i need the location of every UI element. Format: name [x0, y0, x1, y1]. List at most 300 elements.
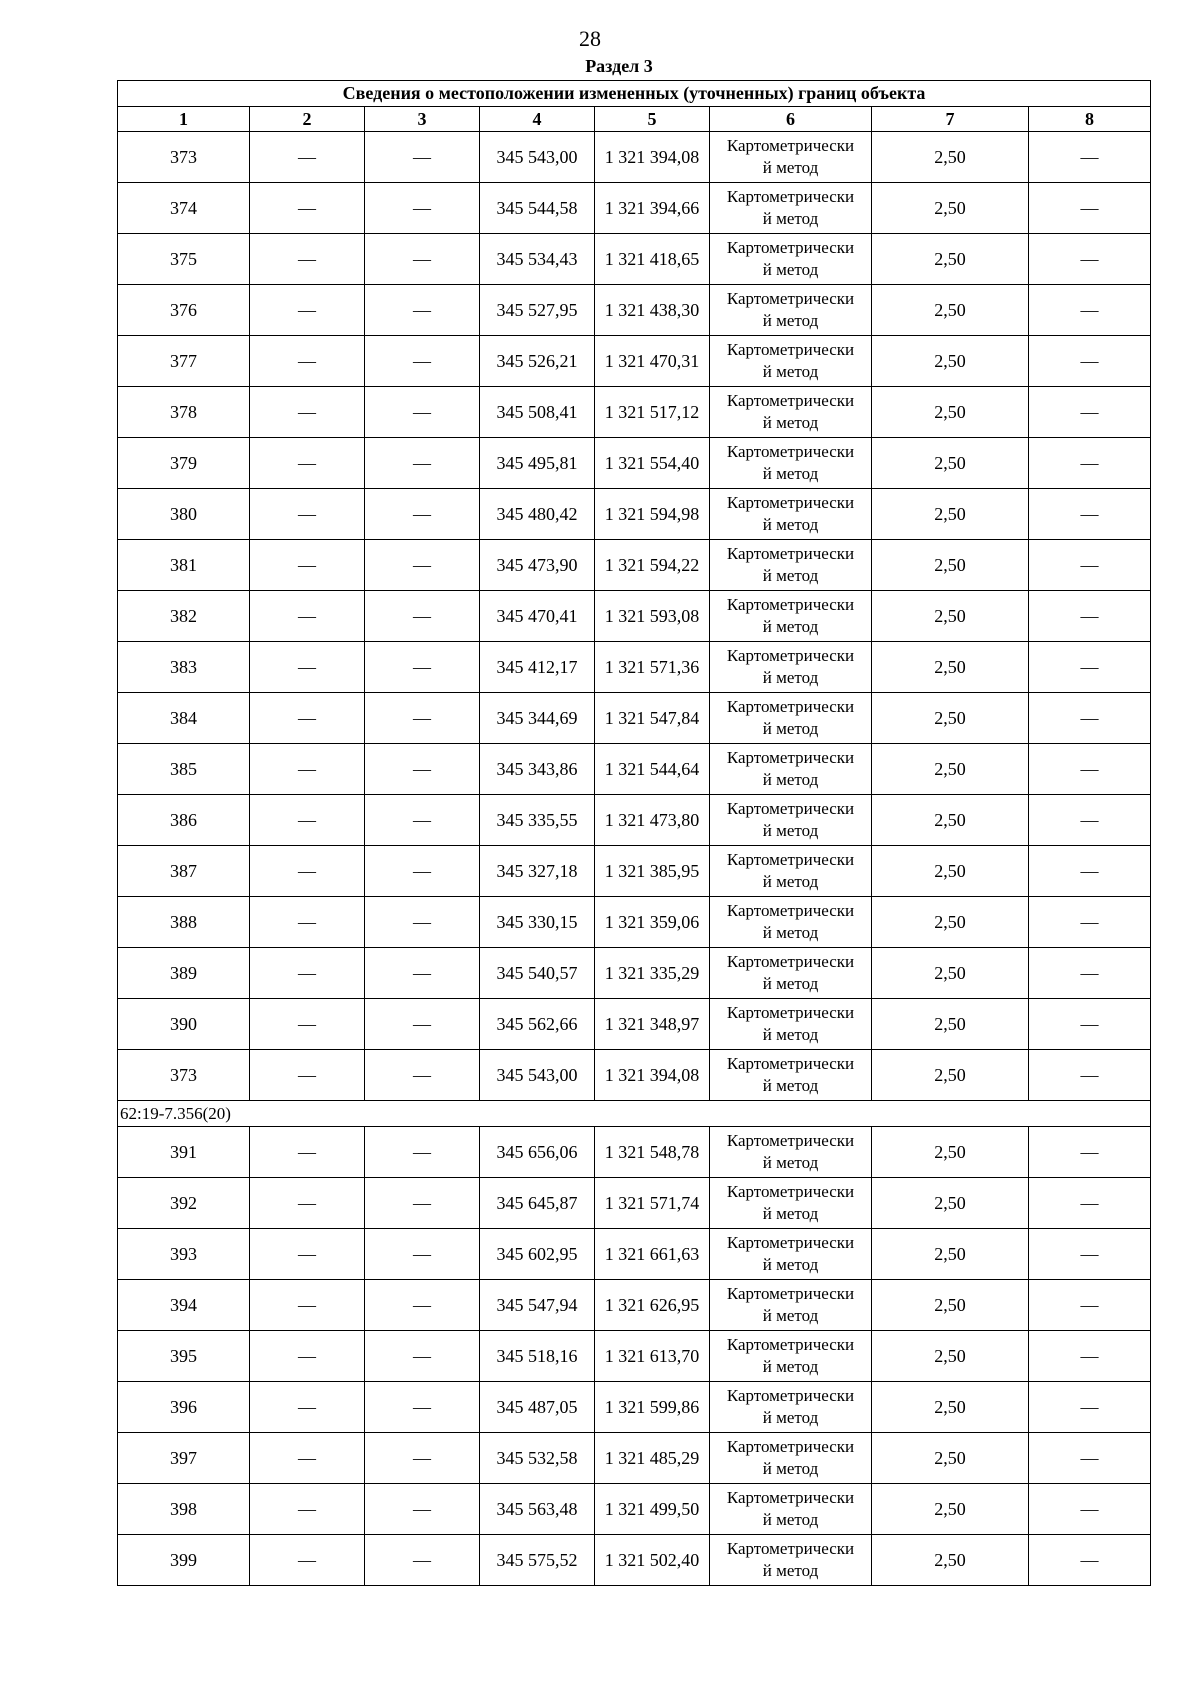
table-row	[118, 1050, 1151, 1101]
method-line-2: й метод	[762, 260, 819, 279]
table-row	[118, 795, 1151, 846]
dash-cell: —	[250, 693, 365, 744]
dash-cell: —	[1029, 744, 1151, 795]
method-line-1: Картометрически	[726, 850, 855, 869]
method-line-1: Картометрически	[726, 136, 855, 155]
coordinate-x: 345 344,69	[480, 693, 595, 744]
dash-cell: —	[1029, 1280, 1151, 1331]
point-number: 385	[118, 744, 250, 795]
coordinate-y: 1 321 394,66	[595, 183, 710, 234]
coordinate-y: 1 321 547,84	[595, 693, 710, 744]
method-cell	[710, 1331, 872, 1382]
dash-cell: —	[1029, 234, 1151, 285]
coordinate-x: 345 495,81	[480, 438, 595, 489]
point-number: 399	[118, 1535, 250, 1586]
table-row	[118, 1382, 1151, 1433]
dash-cell: —	[1029, 183, 1151, 234]
dash-cell: —	[1029, 1433, 1151, 1484]
point-number: 381	[118, 540, 250, 591]
coordinate-x: 345 470,41	[480, 591, 595, 642]
dash-cell: —	[250, 285, 365, 336]
coordinate-y: 1 321 485,29	[595, 1433, 710, 1484]
method-line-1: Картометрически	[726, 238, 855, 257]
dash-cell: —	[365, 1484, 480, 1535]
method-cell	[710, 1280, 872, 1331]
coordinate-x: 345 602,95	[480, 1229, 595, 1280]
method-line-2: й метод	[762, 209, 819, 228]
dash-cell: —	[365, 999, 480, 1050]
dash-cell: —	[365, 234, 480, 285]
coordinate-x: 345 656,06	[480, 1127, 595, 1178]
point-number: 373	[118, 1050, 250, 1101]
method-line-2: й метод	[762, 1510, 819, 1529]
dash-cell: —	[365, 438, 480, 489]
column-header-6: 6	[710, 107, 872, 132]
dash-cell: —	[250, 999, 365, 1050]
method-line-2: й метод	[762, 1459, 819, 1478]
accuracy: 2,50	[872, 183, 1029, 234]
method-line-2: й метод	[762, 566, 819, 585]
method-line-1: Картометрически	[726, 799, 855, 818]
point-number: 394	[118, 1280, 250, 1331]
dash-cell: —	[250, 1382, 365, 1433]
coordinate-y: 1 321 335,29	[595, 948, 710, 999]
accuracy: 2,50	[872, 1433, 1029, 1484]
dash-cell: —	[365, 1382, 480, 1433]
method-line-1: Картометрически	[726, 1386, 855, 1405]
dash-cell: —	[365, 132, 480, 183]
method-line-2: й метод	[762, 362, 819, 381]
dash-cell: —	[1029, 132, 1151, 183]
coordinate-x: 345 547,94	[480, 1280, 595, 1331]
dash-cell: —	[250, 744, 365, 795]
dash-cell: —	[365, 744, 480, 795]
method-cell	[710, 999, 872, 1050]
dash-cell: —	[1029, 1229, 1151, 1280]
method-cell	[710, 795, 872, 846]
page-number: 28	[579, 26, 601, 51]
dash-cell: —	[250, 132, 365, 183]
method-line-2: й метод	[762, 1255, 819, 1274]
coordinate-x: 345 327,18	[480, 846, 595, 897]
coordinate-y: 1 321 438,30	[595, 285, 710, 336]
method-cell	[710, 387, 872, 438]
column-header-4: 4	[480, 107, 595, 132]
point-number: 388	[118, 897, 250, 948]
dash-cell: —	[1029, 999, 1151, 1050]
table-row	[118, 1331, 1151, 1382]
column-header-8: 8	[1029, 107, 1151, 132]
table-row	[118, 1280, 1151, 1331]
column-header-3: 3	[365, 107, 480, 132]
coordinate-x: 345 543,00	[480, 1050, 595, 1101]
coordinate-y: 1 321 613,70	[595, 1331, 710, 1382]
dash-cell: —	[250, 1484, 365, 1535]
column-header-5: 5	[595, 107, 710, 132]
coordinate-x: 345 330,15	[480, 897, 595, 948]
dash-cell: —	[250, 1229, 365, 1280]
coordinate-x: 345 543,00	[480, 132, 595, 183]
accuracy: 2,50	[872, 489, 1029, 540]
dash-cell: —	[1029, 642, 1151, 693]
method-line-1: Картометрически	[726, 1054, 855, 1073]
dash-cell: —	[1029, 1535, 1151, 1586]
method-line-1: Картометрически	[726, 391, 855, 410]
point-number: 383	[118, 642, 250, 693]
method-line-1: Картометрически	[726, 187, 855, 206]
accuracy: 2,50	[872, 285, 1029, 336]
point-number: 379	[118, 438, 250, 489]
table-row	[118, 846, 1151, 897]
method-line-2: й метод	[762, 1153, 819, 1172]
point-number: 374	[118, 183, 250, 234]
dash-cell: —	[365, 693, 480, 744]
dash-cell: —	[365, 1433, 480, 1484]
dash-cell: —	[1029, 795, 1151, 846]
coordinate-x: 345 534,43	[480, 234, 595, 285]
accuracy: 2,50	[872, 795, 1029, 846]
coordinate-y: 1 321 502,40	[595, 1535, 710, 1586]
method-line-1: Картометрически	[726, 289, 855, 308]
method-line-2: й метод	[762, 617, 819, 636]
coordinate-x: 345 532,58	[480, 1433, 595, 1484]
table-row	[118, 948, 1151, 999]
dash-cell: —	[250, 438, 365, 489]
method-line-1: Картометрически	[726, 1335, 855, 1354]
table-row	[118, 1433, 1151, 1484]
coordinate-y: 1 321 348,97	[595, 999, 710, 1050]
point-number: 391	[118, 1127, 250, 1178]
coordinate-y: 1 321 418,65	[595, 234, 710, 285]
dash-cell: —	[250, 591, 365, 642]
method-cell	[710, 1433, 872, 1484]
point-number: 386	[118, 795, 250, 846]
table-row	[118, 387, 1151, 438]
coordinate-y: 1 321 554,40	[595, 438, 710, 489]
accuracy: 2,50	[872, 897, 1029, 948]
coordinate-y: 1 321 359,06	[595, 897, 710, 948]
method-line-2: й метод	[762, 872, 819, 891]
method-line-2: й метод	[762, 1076, 819, 1095]
coordinate-x: 345 540,57	[480, 948, 595, 999]
dash-cell: —	[250, 846, 365, 897]
point-number: 393	[118, 1229, 250, 1280]
dash-cell: —	[250, 948, 365, 999]
dash-cell: —	[1029, 1050, 1151, 1101]
dash-cell: —	[365, 1535, 480, 1586]
point-number: 387	[118, 846, 250, 897]
dash-cell: —	[250, 183, 365, 234]
dash-cell: —	[365, 897, 480, 948]
coordinate-y: 1 321 385,95	[595, 846, 710, 897]
method-line-2: й метод	[762, 770, 819, 789]
dash-cell: —	[1029, 897, 1151, 948]
dash-cell: —	[1029, 489, 1151, 540]
method-line-2: й метод	[762, 464, 819, 483]
dash-cell: —	[365, 948, 480, 999]
dash-cell: —	[1029, 1331, 1151, 1382]
dash-cell: —	[1029, 540, 1151, 591]
column-header-2: 2	[250, 107, 365, 132]
method-line-2: й метод	[762, 1025, 819, 1044]
method-cell	[710, 489, 872, 540]
table-row	[118, 1127, 1151, 1178]
method-cell	[710, 948, 872, 999]
dash-cell: —	[365, 795, 480, 846]
accuracy: 2,50	[872, 591, 1029, 642]
method-cell	[710, 234, 872, 285]
accuracy: 2,50	[872, 1331, 1029, 1382]
point-number: 375	[118, 234, 250, 285]
dash-cell: —	[365, 591, 480, 642]
accuracy: 2,50	[872, 846, 1029, 897]
coordinate-y: 1 321 594,98	[595, 489, 710, 540]
dash-cell: —	[250, 642, 365, 693]
accuracy: 2,50	[872, 1178, 1029, 1229]
method-line-2: й метод	[762, 311, 819, 330]
coordinate-y: 1 321 470,31	[595, 336, 710, 387]
coordinate-x: 345 343,86	[480, 744, 595, 795]
dash-cell: —	[250, 1050, 365, 1101]
coordinate-y: 1 321 599,86	[595, 1382, 710, 1433]
method-line-2: й метод	[762, 1408, 819, 1427]
coordinate-x: 345 575,52	[480, 1535, 595, 1586]
point-number: 382	[118, 591, 250, 642]
dash-cell: —	[250, 1127, 365, 1178]
dash-cell: —	[1029, 591, 1151, 642]
method-line-1: Картометрически	[726, 544, 855, 563]
table-row	[118, 1484, 1151, 1535]
point-number: 378	[118, 387, 250, 438]
dash-cell: —	[1029, 336, 1151, 387]
dash-cell: —	[365, 183, 480, 234]
dash-cell: —	[365, 1331, 480, 1382]
method-line-2: й метод	[762, 668, 819, 687]
accuracy: 2,50	[872, 387, 1029, 438]
point-number: 384	[118, 693, 250, 744]
table-row	[118, 642, 1151, 693]
method-line-2: й метод	[762, 158, 819, 177]
method-line-1: Картометрически	[726, 1131, 855, 1150]
point-number: 380	[118, 489, 250, 540]
dash-cell: —	[1029, 1127, 1151, 1178]
group-label: 62:19-7.356(20)	[118, 1101, 1151, 1127]
coordinate-y: 1 321 544,64	[595, 744, 710, 795]
column-header-1: 1	[118, 107, 250, 132]
method-cell	[710, 438, 872, 489]
dash-cell: —	[250, 387, 365, 438]
method-line-1: Картометрически	[726, 1488, 855, 1507]
accuracy: 2,50	[872, 693, 1029, 744]
accuracy: 2,50	[872, 1484, 1029, 1535]
coordinate-y: 1 321 661,63	[595, 1229, 710, 1280]
dash-cell: —	[250, 1178, 365, 1229]
table-row	[118, 336, 1151, 387]
point-number: 376	[118, 285, 250, 336]
table-row	[118, 999, 1151, 1050]
dash-cell: —	[250, 1280, 365, 1331]
point-number: 398	[118, 1484, 250, 1535]
dash-cell: —	[365, 1127, 480, 1178]
coordinate-x: 345 487,05	[480, 1382, 595, 1433]
method-line-1: Картометрически	[726, 442, 855, 461]
dash-cell: —	[250, 489, 365, 540]
coordinate-x: 345 480,42	[480, 489, 595, 540]
table-row	[118, 897, 1151, 948]
dash-cell: —	[250, 1433, 365, 1484]
method-line-1: Картометрически	[726, 493, 855, 512]
method-cell	[710, 1127, 872, 1178]
accuracy: 2,50	[872, 1127, 1029, 1178]
table-row	[118, 489, 1151, 540]
dash-cell: —	[365, 336, 480, 387]
coordinate-x: 345 562,66	[480, 999, 595, 1050]
coordinate-y: 1 321 571,74	[595, 1178, 710, 1229]
method-cell	[710, 336, 872, 387]
column-header-7: 7	[872, 107, 1029, 132]
table-row	[118, 1229, 1151, 1280]
point-number: 395	[118, 1331, 250, 1382]
dash-cell: —	[1029, 285, 1151, 336]
accuracy: 2,50	[872, 1382, 1029, 1433]
coordinate-y: 1 321 593,08	[595, 591, 710, 642]
group-label-row	[118, 1101, 1151, 1127]
table-row	[118, 744, 1151, 795]
dash-cell: —	[1029, 948, 1151, 999]
method-line-1: Картометрически	[726, 901, 855, 920]
point-number: 390	[118, 999, 250, 1050]
method-cell	[710, 1535, 872, 1586]
section-title: Раздел 3	[585, 56, 653, 76]
method-cell	[710, 846, 872, 897]
coordinate-y: 1 321 394,08	[595, 132, 710, 183]
table-row	[118, 234, 1151, 285]
dash-cell: —	[1029, 438, 1151, 489]
accuracy: 2,50	[872, 1535, 1029, 1586]
method-line-2: й метод	[762, 515, 819, 534]
coordinate-y: 1 321 394,08	[595, 1050, 710, 1101]
coordinate-y: 1 321 594,22	[595, 540, 710, 591]
method-cell	[710, 591, 872, 642]
dash-cell: —	[365, 387, 480, 438]
method-line-2: й метод	[762, 413, 819, 432]
method-cell	[710, 285, 872, 336]
method-cell	[710, 132, 872, 183]
method-cell	[710, 1050, 872, 1101]
accuracy: 2,50	[872, 234, 1029, 285]
method-line-1: Картометрически	[726, 952, 855, 971]
method-line-1: Картометрически	[726, 340, 855, 359]
method-line-2: й метод	[762, 923, 819, 942]
dash-cell: —	[1029, 693, 1151, 744]
method-line-1: Картометрически	[726, 1182, 855, 1201]
coordinate-y: 1 321 548,78	[595, 1127, 710, 1178]
dash-cell: —	[365, 1050, 480, 1101]
coordinate-x: 345 412,17	[480, 642, 595, 693]
dash-cell: —	[1029, 846, 1151, 897]
method-cell	[710, 693, 872, 744]
dash-cell: —	[365, 1229, 480, 1280]
dash-cell: —	[365, 846, 480, 897]
method-line-1: Картометрически	[726, 1539, 855, 1558]
coordinate-x: 345 563,48	[480, 1484, 595, 1535]
method-line-2: й метод	[762, 719, 819, 738]
accuracy: 2,50	[872, 336, 1029, 387]
method-cell	[710, 183, 872, 234]
accuracy: 2,50	[872, 744, 1029, 795]
coordinates-table	[117, 80, 1151, 1586]
method-cell	[710, 1484, 872, 1535]
method-line-2: й метод	[762, 974, 819, 993]
accuracy: 2,50	[872, 642, 1029, 693]
coordinate-y: 1 321 517,12	[595, 387, 710, 438]
dash-cell: —	[365, 285, 480, 336]
point-number: 377	[118, 336, 250, 387]
accuracy: 2,50	[872, 948, 1029, 999]
coordinate-x: 345 473,90	[480, 540, 595, 591]
table-row	[118, 132, 1151, 183]
coordinate-x: 345 645,87	[480, 1178, 595, 1229]
method-line-1: Картометрически	[726, 1284, 855, 1303]
dash-cell: —	[1029, 1484, 1151, 1535]
table-row	[118, 183, 1151, 234]
method-line-1: Картометрически	[726, 697, 855, 716]
dash-cell: —	[250, 234, 365, 285]
dash-cell: —	[365, 540, 480, 591]
coordinate-y: 1 321 499,50	[595, 1484, 710, 1535]
method-line-1: Картометрически	[726, 1233, 855, 1252]
dash-cell: —	[1029, 387, 1151, 438]
point-number: 397	[118, 1433, 250, 1484]
accuracy: 2,50	[872, 132, 1029, 183]
table-row	[118, 591, 1151, 642]
table-row	[118, 693, 1151, 744]
dash-cell: —	[250, 540, 365, 591]
coordinate-y: 1 321 571,36	[595, 642, 710, 693]
table-row	[118, 540, 1151, 591]
method-line-1: Картометрически	[726, 1003, 855, 1022]
accuracy: 2,50	[872, 1280, 1029, 1331]
accuracy: 2,50	[872, 438, 1029, 489]
dash-cell: —	[250, 1535, 365, 1586]
point-number: 396	[118, 1382, 250, 1433]
method-cell	[710, 642, 872, 693]
point-number: 373	[118, 132, 250, 183]
method-line-1: Картометрически	[726, 1437, 855, 1456]
point-number: 392	[118, 1178, 250, 1229]
dash-cell: —	[250, 1331, 365, 1382]
accuracy: 2,50	[872, 999, 1029, 1050]
coordinate-y: 1 321 626,95	[595, 1280, 710, 1331]
coordinate-x: 345 527,95	[480, 285, 595, 336]
point-number: 389	[118, 948, 250, 999]
method-line-2: й метод	[762, 821, 819, 840]
method-cell	[710, 744, 872, 795]
coordinate-x: 345 518,16	[480, 1331, 595, 1382]
method-line-2: й метод	[762, 1204, 819, 1223]
table-row	[118, 285, 1151, 336]
method-cell	[710, 1229, 872, 1280]
coordinate-x: 345 544,58	[480, 183, 595, 234]
dash-cell: —	[365, 489, 480, 540]
coordinate-y: 1 321 473,80	[595, 795, 710, 846]
method-line-2: й метод	[762, 1357, 819, 1376]
table-row	[118, 438, 1151, 489]
method-line-2: й метод	[762, 1561, 819, 1580]
coordinate-x: 345 508,41	[480, 387, 595, 438]
dash-cell: —	[250, 795, 365, 846]
method-cell	[710, 1382, 872, 1433]
